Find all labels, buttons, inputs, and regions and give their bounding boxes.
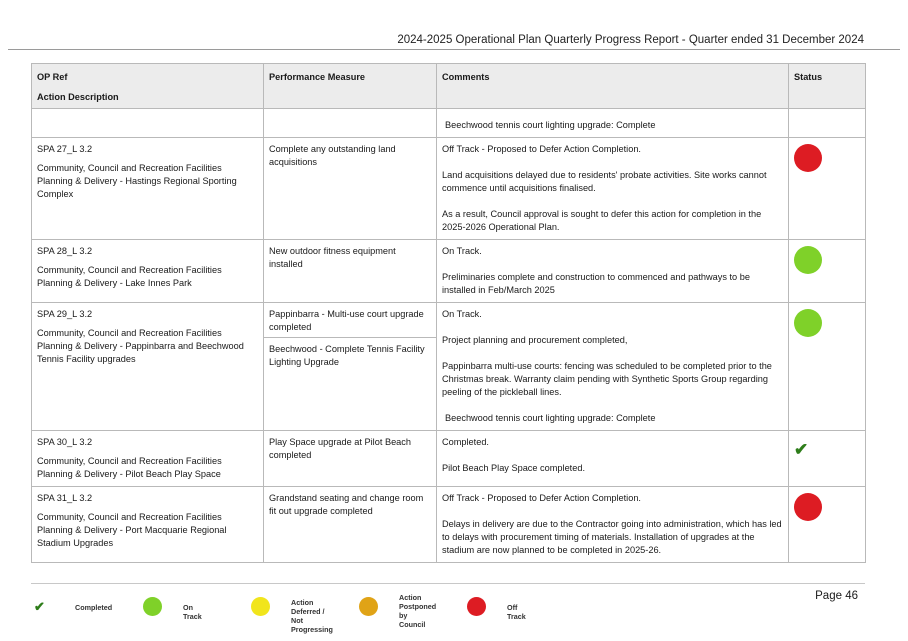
comment-line: Completed.	[442, 437, 489, 447]
header-performance-measure: Performance Measure	[264, 64, 437, 109]
comment-line: Off Track - Proposed to Defer Action Completion.	[442, 493, 641, 503]
action-description: Community, Council and Recreation Facilities Planning & Delivery - Lake Innes Park	[37, 265, 222, 288]
cell-comments	[437, 138, 789, 240]
page-number: Page 46	[815, 590, 858, 602]
comment-line: Preliminaries complete and construction to commenced and pathways to be installed in Feb/March 2025	[442, 272, 750, 295]
header-comments: Comments	[437, 64, 789, 109]
footer-divider	[31, 583, 865, 584]
cell-status	[789, 303, 866, 431]
legend-on-track-dot-icon	[143, 597, 162, 616]
legend-on-track-label: On Track	[183, 603, 202, 621]
off-track-status-icon	[794, 493, 822, 521]
cell-op-ref	[32, 431, 264, 487]
off-track-status-icon	[794, 144, 822, 172]
legend-postponed-label	[399, 593, 436, 629]
action-description: Community, Council and Recreation Facilities Planning & Delivery - Pilot Beach Play Space	[37, 456, 222, 479]
comment-line: Land acquisitions delayed due to residents' probate activities. Site works cannot commence until acquisitions finalised.	[442, 170, 767, 193]
cell-comments	[437, 240, 789, 303]
table-header-row	[32, 64, 866, 109]
progress-table	[31, 63, 866, 563]
cell-performance-measure: Complete any outstanding land acquisitions	[264, 138, 437, 240]
cell-status	[789, 487, 866, 563]
on-track-status-icon	[794, 309, 822, 337]
completed-check-icon: ✔	[794, 440, 809, 459]
table-row	[32, 138, 866, 240]
header-action-description: Action Description	[37, 92, 119, 102]
continuation-comment: Beechwood tennis court lighting upgrade: Complete	[445, 120, 656, 130]
action-description: Community, Council and Recreation Facilities Planning & Delivery - Port Macquarie Regional Stadium Upgrades	[37, 512, 227, 548]
legend-postponed-line3: Council	[399, 620, 426, 629]
report-title: 2024-2025 Operational Plan Quarterly Progress Report - Quarter ended 31 December 2024	[397, 34, 864, 46]
legend-postponed-dot-icon	[359, 597, 378, 616]
cell-status	[789, 138, 866, 240]
performance-measure-pappinbarra: Pappinbarra - Multi-use court upgrade completed	[264, 303, 436, 338]
on-track-status-icon	[794, 246, 822, 274]
action-description: Community, Council and Recreation Facilities Planning & Delivery - Pappinbarra and Beechwood Tennis Facility upgrades	[37, 328, 244, 364]
op-ref: SPA 27_L 3.2	[37, 144, 93, 154]
comment-line: On Track.	[442, 309, 482, 319]
legend-deferred-label	[291, 598, 333, 634]
cell-comments	[437, 487, 789, 563]
table-row	[32, 303, 866, 431]
cell-empty	[789, 109, 866, 138]
comment-line: On Track.	[442, 246, 482, 256]
op-ref: SPA 28_L 3.2	[37, 246, 93, 256]
legend-deferred-dot-icon	[251, 597, 270, 616]
cell-op-ref	[32, 487, 264, 563]
action-description: Community, Council and Recreation Facilities Planning & Delivery - Hastings Regional Sporting Complex	[37, 163, 237, 199]
cell-comments	[437, 303, 789, 431]
op-ref: SPA 29_L 3.2	[37, 309, 93, 319]
cell-op-ref	[32, 138, 264, 240]
cell-performance-measure: Grandstand seating and change room fit out upgrade completed	[264, 487, 437, 563]
cell-performance-measure: Play Space upgrade at Pilot Beach completed	[264, 431, 437, 487]
cell-performance-measure: New outdoor fitness equipment installed	[264, 240, 437, 303]
comment-line: Delays in delivery are due to the Contractor going into administration, which has led to delays with procurement timing of materials. Installation of upgrades at the stadium are now planned to be completed in 2025-26.	[442, 519, 782, 555]
comment-line: Pappinbarra multi-use courts: fencing was scheduled to be completed prior to the Christmas break. Warranty claim pending with Synthetic Sports Group regarding peeling of the pickleball lines.	[442, 361, 772, 397]
header-divider	[8, 49, 900, 50]
legend-deferred-line1: Action Deferred /	[291, 598, 325, 616]
header-op-ref-label: OP Ref	[37, 72, 68, 82]
performance-measure-beechwood: Beechwood - Complete Tennis Facility Lighting Upgrade	[269, 344, 425, 367]
legend-deferred-line2: Not Progressing	[291, 616, 333, 634]
header-status: Status	[789, 64, 866, 109]
cell-empty	[264, 109, 437, 138]
comment-line: Pilot Beach Play Space completed.	[442, 463, 585, 473]
legend-postponed-line2: Postponed by	[399, 602, 437, 620]
table-row	[32, 431, 866, 487]
comment-line: Project planning and procurement completed,	[442, 335, 628, 345]
comment-line: Off Track - Proposed to Defer Action Completion.	[442, 144, 641, 154]
cell-comments	[437, 431, 789, 487]
table-row	[32, 240, 866, 303]
cell-op-ref	[32, 240, 264, 303]
table-row-continuation	[32, 109, 866, 138]
table-row	[32, 487, 866, 563]
cell-empty	[32, 109, 264, 138]
cell-comment	[437, 109, 789, 138]
cell-status	[789, 431, 866, 487]
op-ref: SPA 30_L 3.2	[37, 437, 93, 447]
comment-line: As a result, Council approval is sought to defer this action for completion in the 2025-2026 Operational Plan.	[442, 209, 762, 232]
cell-op-ref	[32, 303, 264, 431]
legend-off-track-dot-icon	[467, 597, 486, 616]
legend-off-track-label: Off Track	[507, 603, 526, 621]
legend-completed-label: Completed	[75, 603, 113, 612]
comment-line: Beechwood tennis court lighting upgrade: Complete	[445, 413, 656, 423]
legend-postponed-line1: Action	[399, 593, 422, 602]
header-op-ref	[32, 64, 264, 109]
cell-status	[789, 240, 866, 303]
legend-completed-check-icon: ✔	[34, 599, 45, 614]
cell-performance-measure	[264, 303, 437, 431]
op-ref: SPA 31_L 3.2	[37, 493, 93, 503]
